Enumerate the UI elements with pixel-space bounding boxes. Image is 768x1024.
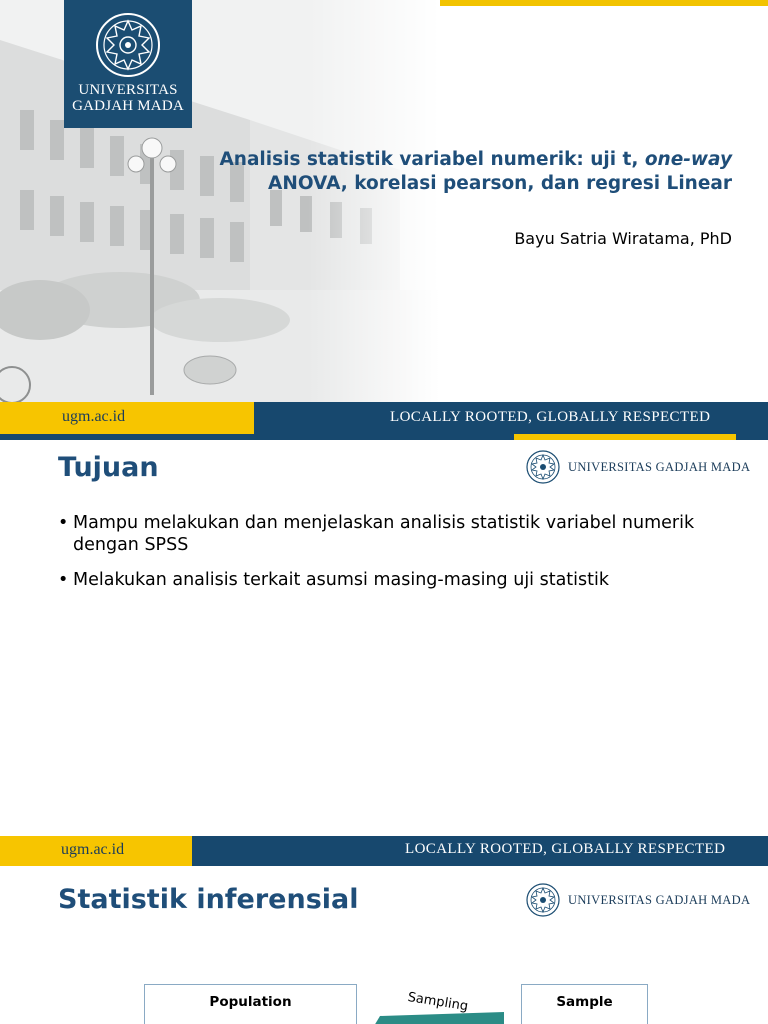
ugm-logo <box>64 0 192 128</box>
footer-bar <box>0 402 768 440</box>
footer-slogan: LOCALLY ROOTED, GLOBALLY RESPECTED <box>390 409 711 425</box>
ugm-logo-text <box>64 82 192 114</box>
brand-logo <box>526 883 750 917</box>
slide-heading: Tujuan <box>58 452 159 483</box>
sampling-label: Sampling <box>406 990 470 1015</box>
logo-line-2: GADJAH MADA <box>72 98 184 114</box>
title-part-1: Analisis statistik variabel numerik: uji t, <box>219 149 645 170</box>
footer-slogan: LOCALLY ROOTED, GLOBALLY RESPECTED <box>405 841 726 857</box>
ugm-seal-icon <box>526 450 560 484</box>
population-box: Population <box>144 984 357 1024</box>
slide-tujuan <box>0 440 768 836</box>
ugm-seal-icon <box>95 12 161 78</box>
list-item: • Melakukan analisis terkait asumsi masing-masing uji statistik <box>58 569 698 591</box>
ugm-seal-icon <box>526 883 560 917</box>
sampling-arrow-icon <box>374 1012 504 1024</box>
sample-box: Sample <box>521 984 648 1024</box>
logo-line-1: UNIVERSITAS <box>78 82 178 98</box>
footer-bar <box>0 836 768 866</box>
slide-statistik-inferensial <box>0 866 768 1024</box>
title-part-2: ANOVA, korelasi pearson, dan regresi Linear <box>268 173 732 194</box>
slide-title <box>0 0 768 440</box>
title-italic: one-way <box>644 149 732 170</box>
author-name: Bayu Satria Wiratama, PhD <box>514 229 732 248</box>
brand-logo <box>526 450 750 484</box>
list-item: • Mampu melakukan dan menjelaskan analisis statistik variabel numerik dengan SPSS <box>58 512 698 556</box>
slide-heading: Statistik inferensial <box>58 884 359 915</box>
footer-url: ugm.ac.id <box>61 841 125 858</box>
footer-url: ugm.ac.id <box>62 408 126 425</box>
brand-text: UNIVERSITAS GADJAH MADA <box>568 892 751 907</box>
brand-text: UNIVERSITAS GADJAH MADA <box>568 459 751 474</box>
presentation-title <box>172 148 732 196</box>
objectives-list <box>58 512 698 604</box>
